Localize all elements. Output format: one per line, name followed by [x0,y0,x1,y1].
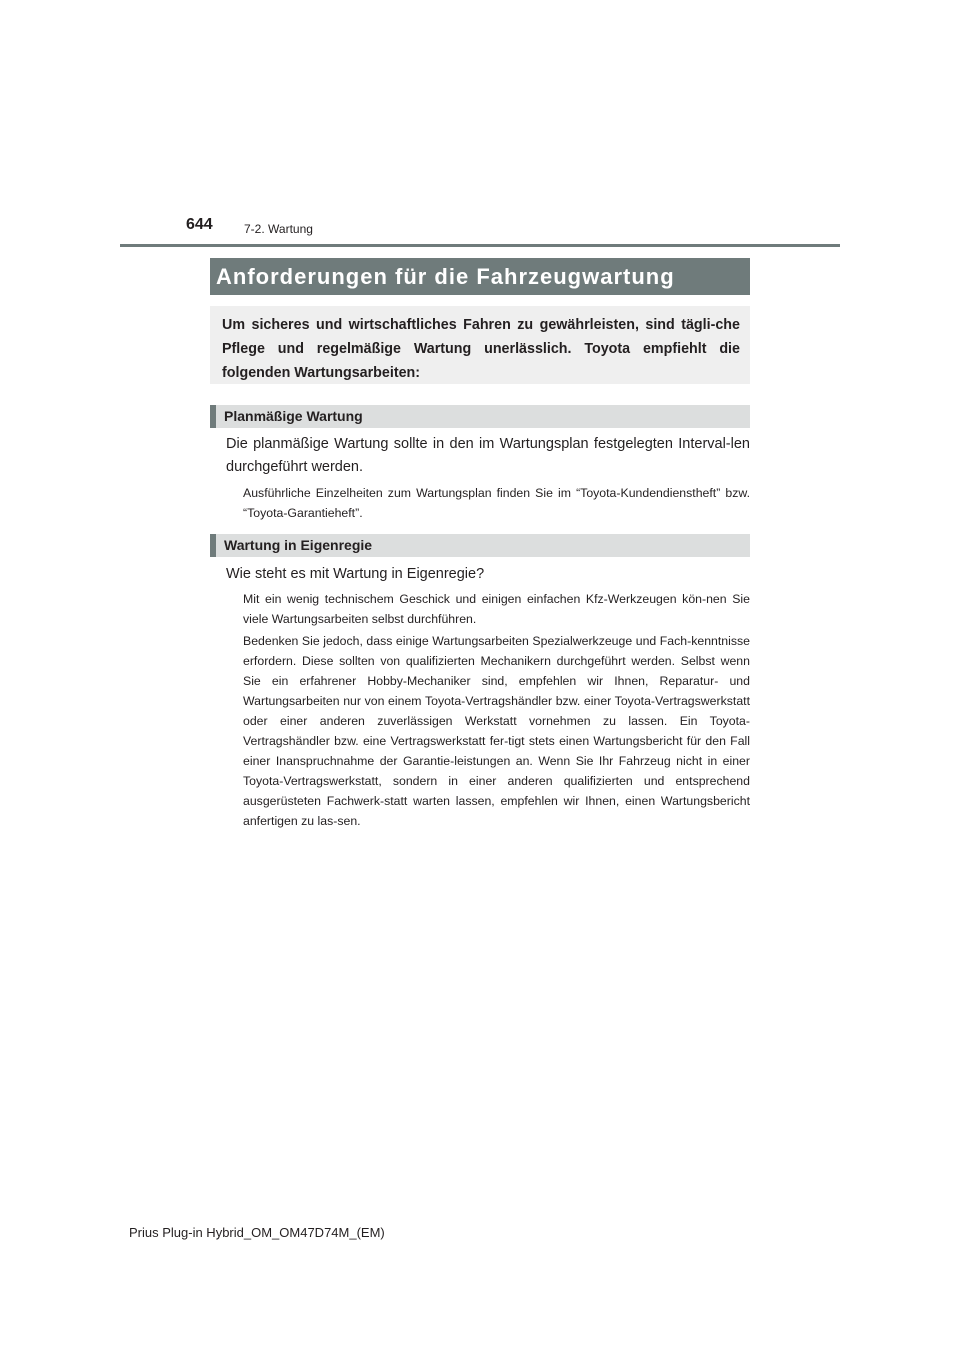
page-footer: Prius Plug-in Hybrid_OM_OM47D74M_(EM) [129,1225,385,1240]
page-number: 644 [186,216,213,233]
section-lead-diy-maintenance: Wie steht es mit Wartung in Eigenregie? [226,566,485,582]
section-lead-scheduled-maintenance: Die planmäßige Wartung sollte in den im Wartungsplan festgelegten Interval-len durchgeführt werden. [226,436,750,475]
section-reference: 7-2. Wartung [244,222,313,236]
paragraph-diy-skills: Mit ein wenig technischem Geschick und einigen einfachen Kfz-Werkzeugen kön-nen Sie viele Wartungsarbeiten selbst durchführen. [243,592,750,626]
section-heading-scheduled-maintenance: Planmäßige Wartung [210,405,750,428]
intro-box [210,306,750,384]
header-divider [120,244,840,247]
paragraph-scheduled-maintenance: Ausführliche Einzelheiten zum Wartungsplan finden Sie im “Toyota-Kundendienstheft” bzw. “Toyota-Garantieheft”. [243,486,750,520]
section-heading-diy-maintenance: Wartung in Eigenregie [210,534,750,557]
intro-text: Um sicheres und wirtschaftliches Fahren zu gewährleisten, sind tägli-che Pflege und regelmäßige Wartung unerlässlich. Toyota empfiehlt die folgenden Wartungsarbeiten: [222,317,740,381]
paragraph-diy-caution: Bedenken Sie jedoch, dass einige Wartungsarbeiten Spezialwerkzeuge und Fach-kenntnisse erfordern. Diese sollten von qualifizierten Mechanikern durchgeführt werden. Selbst wenn Sie ein erfahrener Hobby-Mechaniker sind, empfehlen wir Ihnen, Reparatur- und Wartungsarbeiten nur von einem Toyota-Vertragshändler bzw. einer Toyota-Vertragswerkstatt oder einer anderen zuverlässigen Werkstatt vornehmen zu lassen. Ein Toyota-Vertragshändler bzw. eine Vertragswerkstatt fer-tigt stets einen Wartungsbericht für den Fall einer Inanspruchnahme der Garantie-leistungen an. Wenn Sie Ihr Fahrzeug nicht in einer Toyota-Vertragswerkstatt, sondern in einer anderen qualifizierten und entsprechend ausgerüsteten Fachwerk-statt warten lassen, empfehlen wir Ihnen, einen Wartungsbericht anfertigen zu las-sen. [243,634,750,828]
page-title: Anforderungen für die Fahrzeugwartung [210,258,750,295]
